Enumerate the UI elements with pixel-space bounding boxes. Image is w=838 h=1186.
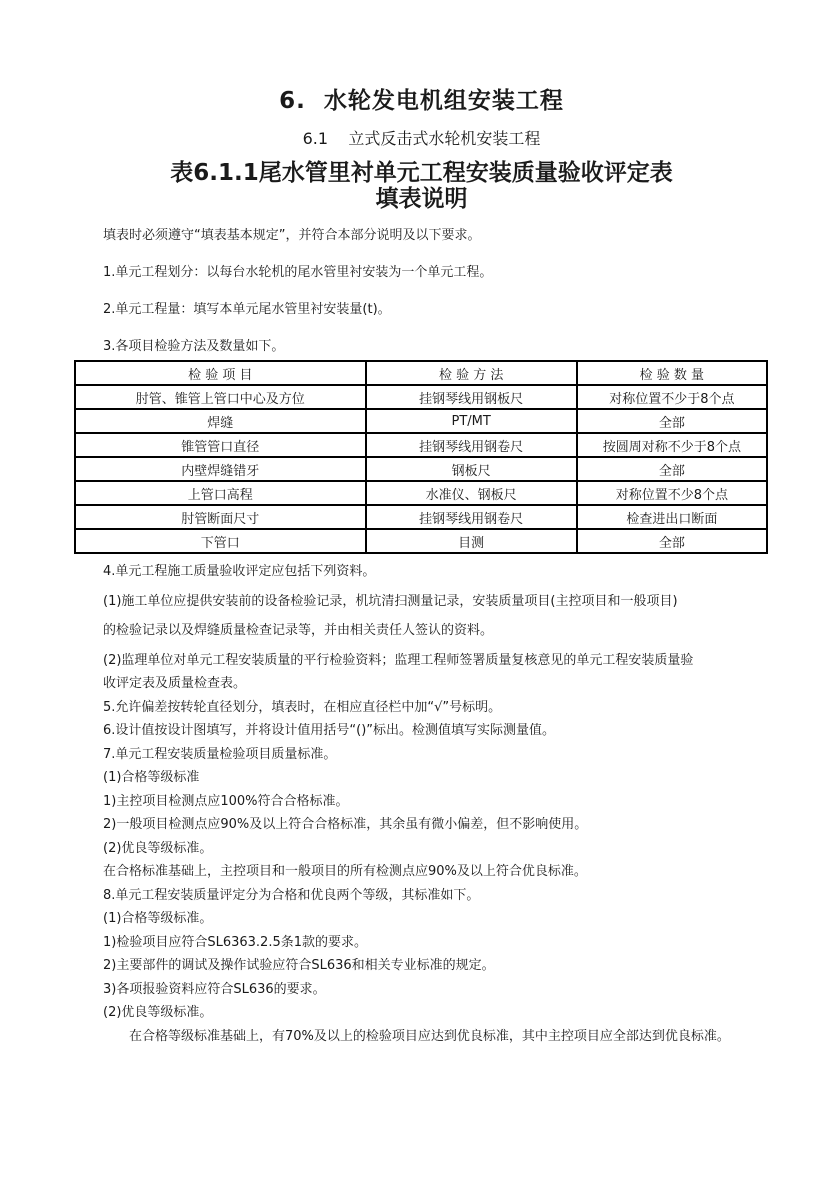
note-line-4-2: (2)监理单位对单元工程安装质量的平行检验资料；监理工程师签署质量复核意见的单元工程安装质量验 <box>103 652 694 668</box>
table-header-item: 检 验 项 目 <box>75 361 366 385</box>
chapter-title: 6. 水轮发电机组安装工程 <box>279 88 564 114</box>
note-line-8-1-3: 3)各项报验资料应符合SL636的要求。 <box>103 981 326 997</box>
note-line-6: 6.设计值按设计图填写，并将设计值用括号“()”标出。检测值填写实际测量值。 <box>103 723 556 738</box>
table-cell-quantity: 全部 <box>577 457 767 481</box>
table-cell-item: 焊缝 <box>75 409 366 433</box>
table-cell-method: 挂钢琴线用钢板尺 <box>366 385 577 409</box>
table-cell-method: 挂钢琴线用钢卷尺 <box>366 433 577 457</box>
note-line-8-1: (1)合格等级标准。 <box>103 911 213 926</box>
table-cell-quantity: 对称位置不少于8个点 <box>577 385 767 409</box>
table-row <box>75 457 767 481</box>
doc-title-line2: 填表说明 <box>375 186 468 212</box>
table-cell-quantity: 全部 <box>577 529 767 553</box>
notes-section <box>103 560 740 1048</box>
note-line-5: 5.允许偏差按转轮直径划分，填表时，在相应直径栏中加“√”号标明。 <box>103 699 502 715</box>
table-header-method: 检 验 方 法 <box>366 361 577 385</box>
preamble-item-3: 3.各项目检验方法及数量如下。 <box>103 339 285 354</box>
table-cell-item: 锥管管口直径 <box>75 433 366 457</box>
note-line-7-1: (1)合格等级标准 <box>103 770 200 785</box>
table-cell-method: 目测 <box>366 529 577 553</box>
table-cell-method: 钢板尺 <box>366 457 577 481</box>
note-line-8-2-text: 在合格等级标准基础上，有70%及以上的检验项目应达到优良标准，其中主控项目应全部达到优良标准。 <box>129 1028 730 1044</box>
preamble-item-2: 2.单元工程量：填写本单元尾水管里衬安装量(t)。 <box>103 302 391 317</box>
table-cell-item: 肘管、锥管上管口中心及方位 <box>75 385 366 409</box>
table-row <box>75 481 767 505</box>
note-line-4-1-cont: 的检验记录以及焊缝质量检查记录等，并由相关责任人签认的资料。 <box>103 623 494 638</box>
note-line-7: 7.单元工程安装质量检验项目质量标准。 <box>103 746 337 762</box>
preamble-intro: 填表时必须遵守“填表基本规定”，并符合本部分说明及以下要求。 <box>103 228 481 243</box>
note-line-8-1-2: 2)主要部件的调试及操作试验应符合SL636和相关专业标准的规定。 <box>103 958 495 973</box>
table-cell-item: 下管口 <box>75 529 366 553</box>
table-row <box>75 505 767 529</box>
table-cell-method: PT/MT <box>366 409 577 433</box>
table-cell-item: 上管口高程 <box>75 481 366 505</box>
table-cell-method: 挂钢琴线用钢卷尺 <box>366 505 577 529</box>
note-line-4-2-cont: 收评定表及质量检查表。 <box>103 676 247 691</box>
note-line-7-2-text: 在合格标准基础上，主控项目和一般项目的所有检测点应90%及以上符合优良标准。 <box>103 864 587 879</box>
note-line-4: 4.单元工程施工质量验收评定应包括下列资料。 <box>103 564 376 579</box>
table-cell-quantity: 全部 <box>577 409 767 433</box>
note-line-7-1-2: 2)一般项目检测点应90%及以上符合合格标准，其余虽有微小偏差，但不影响使用。 <box>103 817 588 832</box>
section-title: 6.1 立式反击式水轮机安装工程 <box>302 129 541 148</box>
table-header-row <box>75 361 767 385</box>
note-line-8-2: (2)优良等级标准。 <box>103 1005 213 1020</box>
table-cell-item: 肘管断面尺寸 <box>75 505 366 529</box>
note-line-4-1: (1)施工单位应提供安装前的设备检验记录，机坑清扫测量记录，安装质量项目(主控项目和一般项目) <box>103 593 678 609</box>
note-line-8-1-1: 1)检验项目应符合SL6363.2.5条1款的要求。 <box>103 934 367 950</box>
table-row <box>75 433 767 457</box>
doc-title <box>103 160 740 212</box>
table-header-quantity: 检 验 数 量 <box>577 361 767 385</box>
note-line-7-1-1: 1)主控项目检测点应100%符合合格标准。 <box>103 793 349 809</box>
table-cell-quantity: 按圆周对称不少于8个点 <box>577 433 767 457</box>
table-cell-method: 水准仪、钢板尺 <box>366 481 577 505</box>
preamble-section <box>103 228 740 354</box>
doc-title-line1: 表6.1.1尾水管里衬单元工程安装质量验收评定表 <box>170 160 673 186</box>
table-row <box>75 409 767 433</box>
inspection-table <box>74 360 768 554</box>
table-row <box>75 529 767 553</box>
table-cell-item: 内壁焊缝错牙 <box>75 457 366 481</box>
note-line-8: 8.单元工程安装质量评定分为合格和优良两个等级，其标准如下。 <box>103 887 480 903</box>
table-cell-quantity: 对称位置不少8个点 <box>577 481 767 505</box>
preamble-item-1: 1.单元工程划分：以每台水轮机的尾水管里衬安装为一个单元工程。 <box>103 265 493 280</box>
note-line-7-2: (2)优良等级标准。 <box>103 840 213 856</box>
table-cell-quantity: 检查进出口断面 <box>577 505 767 529</box>
table-row <box>75 385 767 409</box>
